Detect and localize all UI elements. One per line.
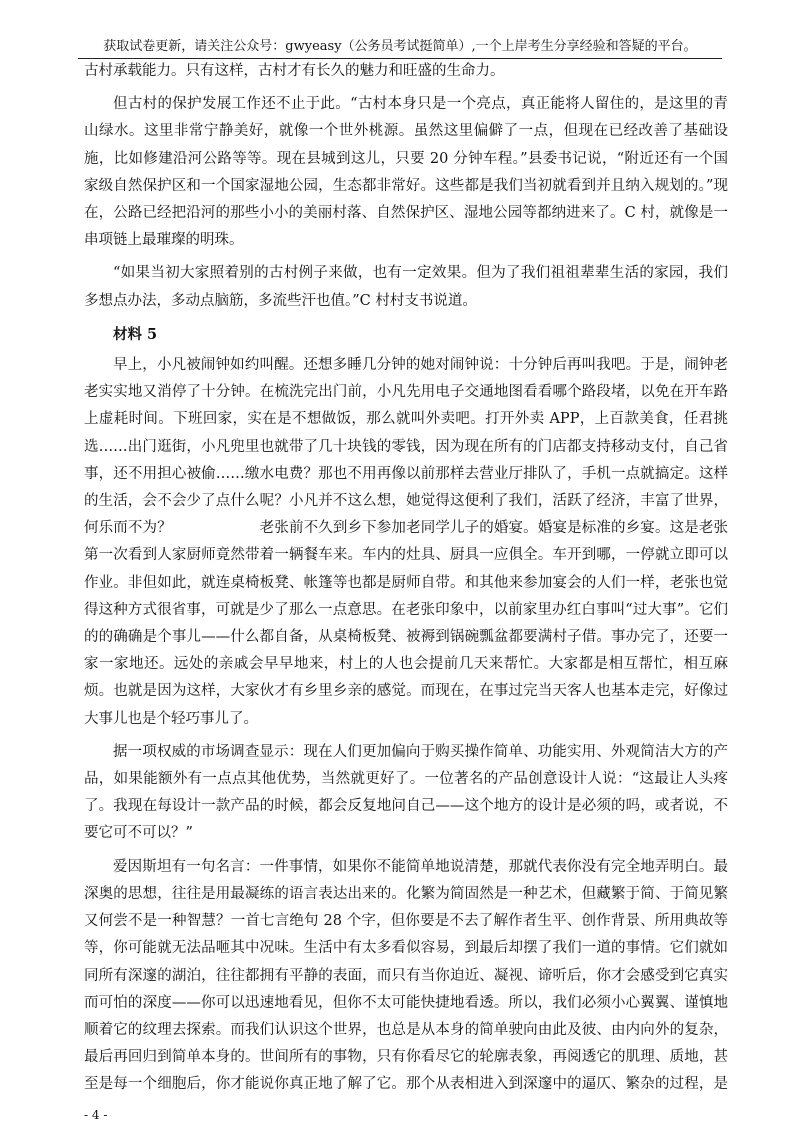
paragraph: 爱因斯坦有一句名言：一件事情，如果你不能简单地说清楚，那就代表你没有完全地弄明白。最深奥的思想，往往是用最凝练的语言表达出来的。化繁为简固然是一种艺术，但藏繁于简、于简见繁又何尝不是一种智慧？一首七言绝句 28 个字，但你要是不去了解作者生平、创作背景、所用典故等等，你可能就无法品咂其中况味。生活中有太多看似容易，到最后却摆了我们一道的事情。它们就如同所有深邃的湖泊，往往都拥有平静的表面，而只有当你迫近、凝视、谛听后，你才会感受到它真实而可怕的深度——你可以迅速地看见，但你不太可能快捷地看透。所以，我们必须小心翼翼、谨慎地顺着它的纹理去探索。而我们认识这个世界，也总是从本身的简单驶向由此及彼、由内向外的复杂，最后再回归到简单本身的。世间所有的事物，只有你看尽它的轮廓表象，再阅透它的肌理、质地，甚至是每一个细胞后，你才能说你真正地了解了它。那个从表相进入到深邃中的逼仄、繁杂的过程，是 [84,858,728,1092]
section-title: 材料 5 [113,325,158,343]
page-header: 获取试卷更新，请关注公众号：gwyeasy（公务员考试挺简单）,一个上岸考生分享经验和答疑的平台。 [78,36,722,59]
document-body [84,58,728,1092]
paragraph: 据一项权威的市场调查显示：现在人们更加偏向于购买操作简单、功能实用、外观简洁大方的产品，如果能额外有一点点其他优势，当然就更好了。一位著名的产品创意设计人说：“这最让人头疼了。我现在每设计一款产品的时候，都会反复地问自己——这个地方的设计是必须的吗，或者说，不要它可不可以？” [84,743,728,842]
paragraph: 古村承载能力。只有这样，古村才有长久的魅力和旺盛的生命力。 [84,63,505,79]
paragraph: “如果当初大家照着别的古村例子来做，也有一定效果。但为了我们祖祖辈辈生活的家园，我们多想点办法，多动点脑筋，多流些汗也值。”C 村村支书说道。 [84,265,728,309]
paragraph: 早上，小凡被闹钟如约叫醒。还想多睡几分钟的她对闹钟说：十分钟后再叫我吧。于是，闹钟老老实实地又消停了十分钟。在梳洗完出门前，小凡先用电子交通地图看看哪个路段堵，以免在开车路上虚耗时间。下班回家，实在是不想做饭，那么就叫外卖吧。打开外卖 APP，上百款美食，任君挑选……出门逛街，小凡兜里也就带了几十块钱的零钱，因为现在所有的门店都支持移动支付，自己省事，还不用担心被偷……缴水电费？那也不用再像以前那样去营业厅排队了，手机一点就搞定。这样的生活，会不会少了点什么呢？小凡并不这么想，她觉得这便利了我们，活跃了经济，丰富了世界，何乐而不为？ 老张前不久到乡下参加老同学儿子的婚宴。婚宴是标准的乡宴。这是老张第一次看到人家厨师竟然带着一辆餐车来。车内的灶具、厨具一应俱全。车开到哪，一停就立即可以作业。非但如此，就连桌椅板凳、帐篷等也都是厨师自带。和其他来参加宴会的人们一样，老张也觉得这种方式很省事，可就是少了那么一点意思。在老张印象中，以前家里办红白事叫“过大事”。它们的的确确是个事儿——什么都自备，从桌椅板凳、被褥到锅碗瓢盆都要满村子借。事办完了，还要一家一家地还。远处的亲戚会早早地来，村上的人也会提前几天来帮忙。大家都是相互帮忙，相互麻烦。也就是因为这样，大家伙才有乡里乡亲的感觉。而现在，在事过完当天客人也基本走完，好像过大事儿也是个轻巧事儿了。 [84,357,728,727]
page-number: - 4 - [84,1108,108,1122]
paragraph: 但古村的保护发展工作还不止于此。“古村本身只是一个亮点，真正能将人留住的，是这里的青山绿水。这里非常宁静美好，就像一个世外桃源。虽然这里偏僻了一点，但现在已经改善了基础设施，比如修建沿河公路等等。现在县城到这儿，只要 20 分钟车程。”县委书记说，“附近还有一个国家级自然保护区和一个国家湿地公园，生态都非常好。这些都是我们当初就看到并且纳入规划的。”现在，公路已经把沿河的那些小小的美丽村落、自然保护区、湿地公园等都纳进来了。C 村，就像是一串项链上最璀璨的明珠。 [84,96,728,249]
